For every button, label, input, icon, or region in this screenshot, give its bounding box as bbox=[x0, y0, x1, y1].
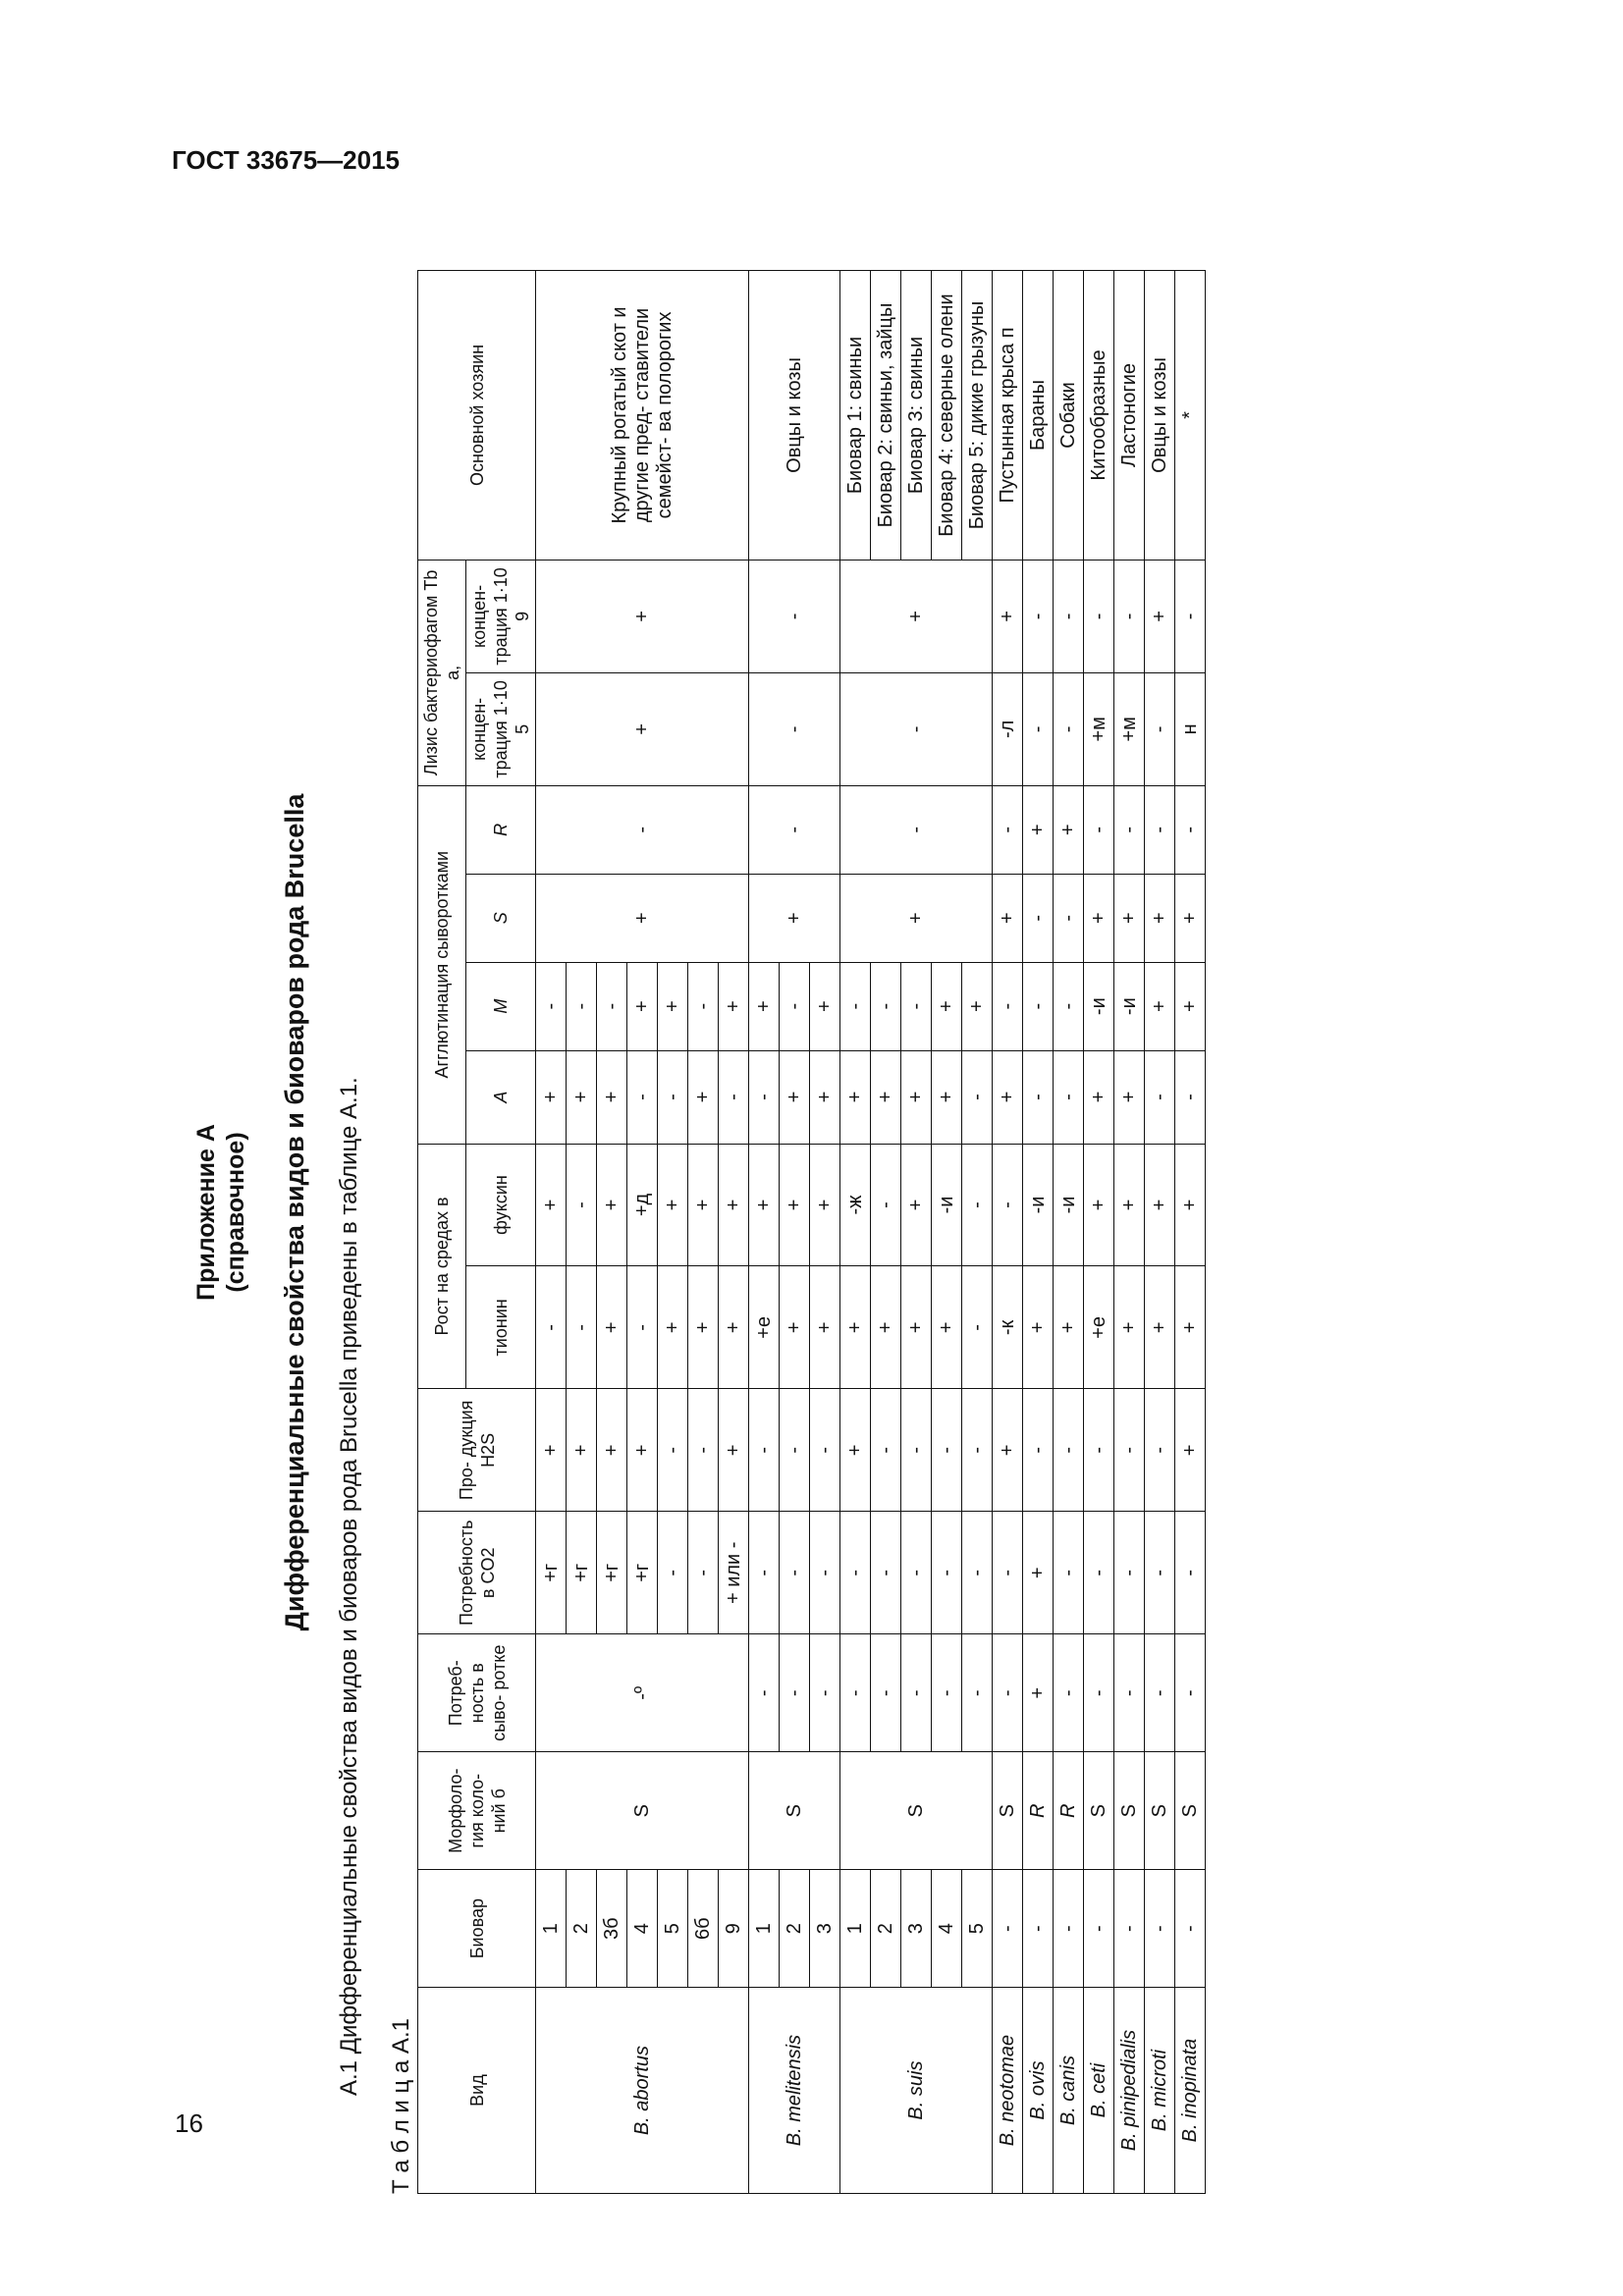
cell-lysis1: +м bbox=[1084, 672, 1114, 785]
cell-fuchsin: -и bbox=[932, 1144, 962, 1266]
cell-co2: - bbox=[658, 1512, 688, 1634]
cell-agg-s: + bbox=[1145, 874, 1175, 962]
cell-co2: - bbox=[932, 1512, 962, 1634]
page-number: 16 bbox=[175, 2109, 203, 2138]
table-row bbox=[749, 271, 780, 2194]
cell-thionin: + bbox=[658, 1266, 688, 1389]
cell-lysis2: - bbox=[1054, 560, 1084, 672]
cell-co2: - bbox=[780, 1512, 810, 1634]
col-thionin: тионин bbox=[466, 1266, 536, 1389]
cell-host: Овцы и козы bbox=[749, 271, 840, 561]
table-row bbox=[1114, 271, 1145, 2194]
cell-agg-r: - bbox=[1175, 785, 1206, 874]
cell-lysis1: - bbox=[749, 672, 840, 785]
cell-agg-r: - bbox=[1145, 785, 1175, 874]
cell-morphology: S bbox=[840, 1752, 993, 1870]
cell-morphology: S bbox=[1084, 1752, 1114, 1870]
cell-agg-m: - bbox=[840, 962, 871, 1050]
cell-h2s: - bbox=[749, 1389, 780, 1512]
cell-co2: - bbox=[749, 1512, 780, 1634]
cell-agg-a: - bbox=[658, 1050, 688, 1144]
cell-agg-a: + bbox=[932, 1050, 962, 1144]
cell-host: Ластоногие bbox=[1114, 271, 1145, 561]
cell-co2: + или - bbox=[719, 1512, 749, 1634]
species-melitensis: B. melitensis bbox=[749, 1988, 840, 2194]
cell-thionin: - bbox=[627, 1266, 658, 1389]
table-row bbox=[1175, 271, 1206, 2194]
cell-fuchsin: + bbox=[901, 1144, 932, 1266]
table-row bbox=[932, 271, 962, 2194]
cell-agg-s: - bbox=[1054, 874, 1084, 962]
cell-lysis2: - bbox=[749, 560, 840, 672]
cell-co2: - bbox=[901, 1512, 932, 1634]
col-fuchsin: фуксин bbox=[466, 1144, 536, 1266]
cell-host: Биовар 4: северные олени bbox=[932, 271, 962, 561]
cell-thionin: + bbox=[932, 1266, 962, 1389]
cell-co2: - bbox=[871, 1512, 901, 1634]
cell-host: * bbox=[1175, 271, 1206, 561]
cell-fuchsin: -и bbox=[1023, 1144, 1054, 1266]
cell-agg-a: + bbox=[1084, 1050, 1114, 1144]
cell-biovar: 2 bbox=[780, 1870, 810, 1988]
cell-agg-r: - bbox=[993, 785, 1023, 874]
cell-biovar: 1 bbox=[749, 1870, 780, 1988]
cell-host: Биовар 5: дикие грызуны bbox=[962, 271, 993, 561]
cell-h2s: - bbox=[780, 1389, 810, 1512]
table-row bbox=[962, 271, 993, 2194]
col-growth: Рост на средах в bbox=[418, 1144, 466, 1389]
col-h2s: Про- дукция H2S bbox=[418, 1389, 536, 1512]
cell-biovar: 3 bbox=[810, 1870, 840, 1988]
cell-h2s: - bbox=[1145, 1389, 1175, 1512]
cell-h2s: + bbox=[627, 1389, 658, 1512]
cell-h2s: + bbox=[840, 1389, 871, 1512]
cell-h2s: + bbox=[993, 1389, 1023, 1512]
section-heading: Дифференциальные свойства видов и биоваров рода Brucella bbox=[280, 793, 309, 1631]
cell-agg-m: - bbox=[780, 962, 810, 1050]
cell-serum: - bbox=[1175, 1634, 1206, 1752]
cell-agg-a: + bbox=[688, 1050, 719, 1144]
col-biovar: Биовар bbox=[418, 1870, 536, 1988]
cell-thionin: + bbox=[1023, 1266, 1054, 1389]
cell-agg-s: + bbox=[536, 874, 749, 962]
cell-agg-m: + bbox=[1145, 962, 1175, 1050]
cell-biovar: 5 bbox=[962, 1870, 993, 1988]
cell-thionin: + bbox=[1175, 1266, 1206, 1389]
cell-fuchsin: + bbox=[1145, 1144, 1175, 1266]
cell-biovar: 2 bbox=[567, 1870, 597, 1988]
cell-serum: - bbox=[1084, 1634, 1114, 1752]
cell-host: Овцы и козы bbox=[1145, 271, 1175, 561]
cell-thionin: + bbox=[1114, 1266, 1145, 1389]
col-agg-m: M bbox=[466, 962, 536, 1050]
cell-fuchsin: - bbox=[871, 1144, 901, 1266]
species-abortus: B. abortus bbox=[536, 1988, 749, 2194]
cell-morphology: S bbox=[993, 1752, 1023, 1870]
cell-h2s: - bbox=[1114, 1389, 1145, 1512]
cell-h2s: - bbox=[1054, 1389, 1084, 1512]
cell-agg-s: - bbox=[1023, 874, 1054, 962]
cell-biovar: 9 bbox=[719, 1870, 749, 1988]
cell-lysis2: - bbox=[1175, 560, 1206, 672]
cell-agg-m: + bbox=[749, 962, 780, 1050]
table-row bbox=[1084, 271, 1114, 2194]
cell-biovar: 6б bbox=[688, 1870, 719, 1988]
cell-lysis2: + bbox=[993, 560, 1023, 672]
cell-agg-a: + bbox=[567, 1050, 597, 1144]
cell-agg-m: - bbox=[1054, 962, 1084, 1050]
cell-agg-a: + bbox=[840, 1050, 871, 1144]
cell-serum: -º bbox=[536, 1634, 749, 1752]
cell-host: Биовар 3: свиньи bbox=[901, 271, 932, 561]
cell-co2: +г bbox=[627, 1512, 658, 1634]
cell-agg-m: - bbox=[688, 962, 719, 1050]
cell-host: Пустынная крыса п bbox=[993, 271, 1023, 561]
cell-lysis1: - bbox=[1145, 672, 1175, 785]
cell-lysis2: - bbox=[1084, 560, 1114, 672]
cell-serum: - bbox=[1114, 1634, 1145, 1752]
cell-agg-r: - bbox=[749, 785, 840, 874]
table-row bbox=[871, 271, 901, 2194]
cell-morphology: S bbox=[536, 1752, 749, 1870]
cell-fuchsin: +д bbox=[627, 1144, 658, 1266]
cell-h2s: + bbox=[567, 1389, 597, 1512]
cell-serum: - bbox=[840, 1634, 871, 1752]
cell-serum: - bbox=[993, 1634, 1023, 1752]
cell-serum: - bbox=[810, 1634, 840, 1752]
cell-agg-s: + bbox=[1084, 874, 1114, 962]
cell-agg-a: - bbox=[719, 1050, 749, 1144]
cell-h2s: - bbox=[1084, 1389, 1114, 1512]
cell-fuchsin: + bbox=[810, 1144, 840, 1266]
cell-morphology: S bbox=[1175, 1752, 1206, 1870]
col-species: Вид bbox=[418, 1988, 536, 2194]
cell-agg-m: - bbox=[901, 962, 932, 1050]
table-row bbox=[840, 271, 871, 2194]
table-row bbox=[901, 271, 932, 2194]
appendix-line1: Приложение А bbox=[192, 1124, 220, 1301]
cell-biovar: 5 bbox=[658, 1870, 688, 1988]
col-co2: Потребность в CO2 bbox=[418, 1512, 536, 1634]
cell-thionin: +е bbox=[749, 1266, 780, 1389]
cell-h2s: + bbox=[597, 1389, 627, 1512]
cell-serum: - bbox=[871, 1634, 901, 1752]
cell-fuchsin: + bbox=[536, 1144, 567, 1266]
cell-co2: - bbox=[1084, 1512, 1114, 1634]
cell-fuchsin: + bbox=[1114, 1144, 1145, 1266]
cell-co2: +г bbox=[567, 1512, 597, 1634]
col-agg-s: S bbox=[466, 874, 536, 962]
cell-lysis1: - bbox=[1023, 672, 1054, 785]
cell-agg-a: - bbox=[627, 1050, 658, 1144]
cell-species: B. ceti bbox=[1084, 1988, 1114, 2194]
cell-co2: - bbox=[1145, 1512, 1175, 1634]
cell-host: Бараны bbox=[1023, 271, 1054, 561]
cell-agg-a: + bbox=[1114, 1050, 1145, 1144]
cell-agg-a: + bbox=[536, 1050, 567, 1144]
cell-agg-m: + bbox=[1175, 962, 1206, 1050]
cell-species: B. inopinata bbox=[1175, 1988, 1206, 2194]
cell-serum: - bbox=[1054, 1634, 1084, 1752]
cell-agg-r: - bbox=[840, 785, 993, 874]
cell-agg-r: + bbox=[1054, 785, 1084, 874]
cell-agg-m: -и bbox=[1084, 962, 1114, 1050]
cell-agg-s: + bbox=[1175, 874, 1206, 962]
others-body bbox=[993, 271, 1206, 2194]
cell-thionin: + bbox=[901, 1266, 932, 1389]
cell-agg-m: - bbox=[871, 962, 901, 1050]
cell-lysis1: - bbox=[840, 672, 993, 785]
cell-serum: - bbox=[962, 1634, 993, 1752]
cell-biovar: - bbox=[1145, 1870, 1175, 1988]
cell-lysis1: + bbox=[536, 672, 749, 785]
cell-co2: + bbox=[1023, 1512, 1054, 1634]
cell-biovar: - bbox=[1054, 1870, 1084, 1988]
cell-agg-a: + bbox=[993, 1050, 1023, 1144]
cell-biovar: - bbox=[993, 1870, 1023, 1988]
cell-thionin: + bbox=[780, 1266, 810, 1389]
cell-thionin: + bbox=[1145, 1266, 1175, 1389]
cell-fuchsin: + bbox=[749, 1144, 780, 1266]
cell-species: B. pinipedialis bbox=[1114, 1988, 1145, 2194]
cell-serum: + bbox=[1023, 1634, 1054, 1752]
table-row bbox=[1054, 271, 1084, 2194]
table-row bbox=[536, 271, 567, 2194]
cell-co2: - bbox=[1175, 1512, 1206, 1634]
appendix-title bbox=[191, 231, 250, 2194]
cell-thionin: - bbox=[567, 1266, 597, 1389]
cell-co2: - bbox=[810, 1512, 840, 1634]
cell-morphology: R bbox=[1023, 1752, 1054, 1870]
cell-fuchsin: -и bbox=[1054, 1144, 1084, 1266]
cell-host: Китообразные bbox=[1084, 271, 1114, 561]
document-header: ГОСТ 33675—2015 bbox=[172, 145, 400, 175]
cell-h2s: + bbox=[719, 1389, 749, 1512]
cell-agg-r: - bbox=[536, 785, 749, 874]
cell-agg-m: + bbox=[810, 962, 840, 1050]
cell-biovar: 3б bbox=[597, 1870, 627, 1988]
cell-thionin: + bbox=[871, 1266, 901, 1389]
col-lysis-c2: концен- трация 1·10 9 bbox=[466, 560, 536, 672]
cell-fuchsin: + bbox=[658, 1144, 688, 1266]
cell-agg-a: - bbox=[1175, 1050, 1206, 1144]
cell-biovar: 4 bbox=[627, 1870, 658, 1988]
cell-h2s: - bbox=[932, 1389, 962, 1512]
cell-agg-a: + bbox=[597, 1050, 627, 1144]
cell-agg-m: - bbox=[536, 962, 567, 1050]
cell-species: B. canis bbox=[1054, 1988, 1084, 2194]
cell-agg-m: + bbox=[932, 962, 962, 1050]
cell-lysis2: - bbox=[1114, 560, 1145, 672]
cell-agg-m: + bbox=[627, 962, 658, 1050]
cell-host: Собаки bbox=[1054, 271, 1084, 561]
cell-thionin: +е bbox=[1084, 1266, 1114, 1389]
cell-h2s: + bbox=[536, 1389, 567, 1512]
cell-host: Биовар 2: свиньи, зайцы bbox=[871, 271, 901, 561]
cell-co2: - bbox=[962, 1512, 993, 1634]
cell-thionin: - bbox=[962, 1266, 993, 1389]
cell-thionin: -к bbox=[993, 1266, 1023, 1389]
cell-agg-m: -и bbox=[1114, 962, 1145, 1050]
col-lysis: Лизис бактериофагом Tb а, bbox=[418, 560, 466, 785]
cell-agg-s: + bbox=[1114, 874, 1145, 962]
cell-h2s: - bbox=[962, 1389, 993, 1512]
cell-serum: - bbox=[1145, 1634, 1175, 1752]
cell-morphology: S bbox=[1114, 1752, 1145, 1870]
cell-agg-a: + bbox=[780, 1050, 810, 1144]
cell-lysis1: -л bbox=[993, 672, 1023, 785]
cell-lysis2: - bbox=[1023, 560, 1054, 672]
cell-agg-a: - bbox=[749, 1050, 780, 1144]
cell-co2: - bbox=[993, 1512, 1023, 1634]
cell-fuchsin: + bbox=[780, 1144, 810, 1266]
rotated-page-content bbox=[187, 231, 1424, 2194]
cell-agg-a: - bbox=[1054, 1050, 1084, 1144]
cell-agg-r: + bbox=[1023, 785, 1054, 874]
cell-thionin: + bbox=[719, 1266, 749, 1389]
cell-agg-a: + bbox=[871, 1050, 901, 1144]
cell-fuchsin: - bbox=[567, 1144, 597, 1266]
cell-fuchsin: + bbox=[1175, 1144, 1206, 1266]
col-morphology: Морфоло- гия коло- ний б bbox=[418, 1752, 536, 1870]
brucella-table bbox=[417, 270, 1206, 2194]
cell-morphology: R bbox=[1054, 1752, 1084, 1870]
cell-serum: - bbox=[932, 1634, 962, 1752]
cell-biovar: - bbox=[1023, 1870, 1054, 1988]
cell-fuchsin: + bbox=[597, 1144, 627, 1266]
cell-agg-m: - bbox=[1023, 962, 1054, 1050]
intro-paragraph: А.1 Дифференциальные свойства видов и биоваров рода Brucella приведены в таблице А.1. bbox=[336, 1077, 362, 2096]
cell-agg-r: - bbox=[1084, 785, 1114, 874]
cell-fuchsin: - bbox=[962, 1144, 993, 1266]
cell-h2s: + bbox=[1175, 1389, 1206, 1512]
cell-agg-a: - bbox=[1145, 1050, 1175, 1144]
cell-h2s: - bbox=[901, 1389, 932, 1512]
cell-agg-s: + bbox=[749, 874, 840, 962]
cell-agg-a: - bbox=[1023, 1050, 1054, 1144]
cell-lysis2: + bbox=[840, 560, 993, 672]
col-serum: Потреб- ность в сыво- ротке bbox=[418, 1634, 536, 1752]
cell-agg-m: + bbox=[658, 962, 688, 1050]
cell-biovar: - bbox=[1084, 1870, 1114, 1988]
cell-co2: - bbox=[1114, 1512, 1145, 1634]
cell-agg-a: + bbox=[901, 1050, 932, 1144]
cell-agg-a: + bbox=[810, 1050, 840, 1144]
col-lysis-c1: концен- трация 1·10 5 bbox=[466, 672, 536, 785]
cell-thionin: - bbox=[536, 1266, 567, 1389]
cell-fuchsin: + bbox=[688, 1144, 719, 1266]
cell-thionin: + bbox=[1054, 1266, 1084, 1389]
appendix-line2: (справочное) bbox=[222, 1132, 249, 1293]
cell-serum: - bbox=[901, 1634, 932, 1752]
cell-serum: - bbox=[749, 1634, 780, 1752]
col-agg-a: A bbox=[466, 1050, 536, 1144]
cell-agg-m: - bbox=[993, 962, 1023, 1050]
cell-co2: - bbox=[840, 1512, 871, 1634]
cell-fuchsin: -ж bbox=[840, 1144, 871, 1266]
cell-agg-r: - bbox=[1114, 785, 1145, 874]
cell-host: Биовар 1: свиньи bbox=[840, 271, 871, 561]
cell-agg-m: + bbox=[962, 962, 993, 1050]
cell-agg-s: + bbox=[840, 874, 993, 962]
cell-biovar: 1 bbox=[536, 1870, 567, 1988]
cell-thionin: + bbox=[597, 1266, 627, 1389]
cell-lysis1: - bbox=[1054, 672, 1084, 785]
cell-biovar: 4 bbox=[932, 1870, 962, 1988]
cell-agg-m: - bbox=[597, 962, 627, 1050]
species-suis: B. suis bbox=[840, 1988, 993, 2194]
table-caption: Т а б л и ц а А.1 bbox=[388, 2018, 414, 2194]
cell-lysis2: + bbox=[536, 560, 749, 672]
cell-thionin: + bbox=[688, 1266, 719, 1389]
cell-species: B. ovis bbox=[1023, 1988, 1054, 2194]
cell-h2s: - bbox=[810, 1389, 840, 1512]
cell-host: Крупный рогатый скот и другие пред- ставители семейст- ва полорогих bbox=[536, 271, 749, 561]
table-row bbox=[1023, 271, 1054, 2194]
cell-biovar: - bbox=[1114, 1870, 1145, 1988]
cell-h2s: - bbox=[1023, 1389, 1054, 1512]
cell-agg-s: + bbox=[993, 874, 1023, 962]
cell-biovar: - bbox=[1175, 1870, 1206, 1988]
cell-serum: - bbox=[780, 1634, 810, 1752]
cell-species: B. microti bbox=[1145, 1988, 1175, 2194]
cell-agg-m: + bbox=[719, 962, 749, 1050]
cell-fuchsin: + bbox=[719, 1144, 749, 1266]
cell-lysis1: н bbox=[1175, 672, 1206, 785]
cell-biovar: 2 bbox=[871, 1870, 901, 1988]
cell-h2s: - bbox=[871, 1389, 901, 1512]
table-row bbox=[993, 271, 1023, 2194]
cell-species: B. neotomae bbox=[993, 1988, 1023, 2194]
col-host: Основной хозяин bbox=[418, 271, 536, 561]
cell-biovar: 1 bbox=[840, 1870, 871, 1988]
cell-lysis2: + bbox=[1145, 560, 1175, 672]
cell-agg-m: - bbox=[567, 962, 597, 1050]
cell-fuchsin: + bbox=[1084, 1144, 1114, 1266]
cell-h2s: - bbox=[658, 1389, 688, 1512]
cell-co2: +г bbox=[597, 1512, 627, 1634]
cell-morphology: S bbox=[1145, 1752, 1175, 1870]
cell-thionin: + bbox=[810, 1266, 840, 1389]
cell-biovar: 3 bbox=[901, 1870, 932, 1988]
cell-lysis1: +м bbox=[1114, 672, 1145, 785]
col-agg-r: R bbox=[466, 785, 536, 874]
col-agglutination: Агглютинация сыворотками bbox=[418, 785, 466, 1144]
table-row bbox=[1145, 271, 1175, 2194]
cell-agg-a: - bbox=[962, 1050, 993, 1144]
cell-thionin: + bbox=[840, 1266, 871, 1389]
cell-co2: - bbox=[688, 1512, 719, 1634]
cell-morphology: S bbox=[749, 1752, 840, 1870]
cell-fuchsin: - bbox=[993, 1144, 1023, 1266]
cell-co2: - bbox=[1054, 1512, 1084, 1634]
cell-h2s: - bbox=[688, 1389, 719, 1512]
cell-co2: +г bbox=[536, 1512, 567, 1634]
